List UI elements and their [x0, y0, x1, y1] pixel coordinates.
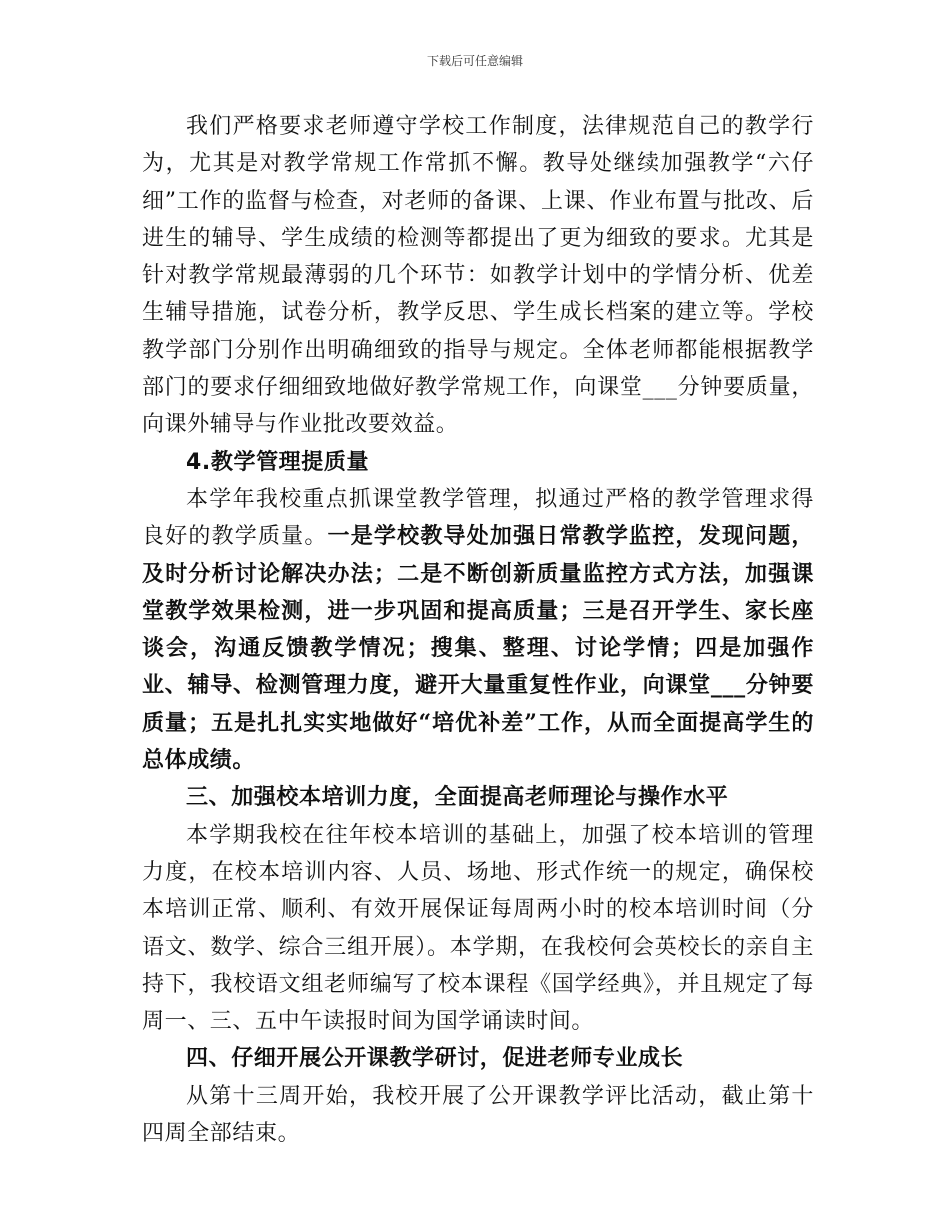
paragraph-school-training: 本学期我校在往年校本培训的基础上，加强了校本培训的管理力度，在校本培训内容、人员、场地、形式作统一的规定，确保校本培训正常、顺利、有效开展保证每周两小时的校本培训时间（分语文、数学、综合三组开展）。本学期，在我校何会英校长的亲自主持下，我校语文组老师编写了校本课程《国学经典》，并且规定了每周一、三、五中午读报时间为国学诵读时间。 [142, 822, 814, 1035]
document-body [142, 108, 814, 1152]
paragraph-bold-measures: 一是学校教导处加强日常教学监控，发现问题，及时分析讨论解决办法；二是不断创新质量监控方式方法，加强课堂教学效果检测，进一步巩固和提高质量；三是召开学生、家长座谈会，沟通反馈教学情况；搜集、整理、讨论学情；四是加强作业、辅导、检测管理力度，避开大量重复性作业，向课堂___分钟要质量；五是扎扎实实地做好“培优补差”工作，从而全面提高学生的总体成绩。 [142, 523, 814, 774]
paragraph-open-lessons: 从第十三周开始，我校开展了公开课教学评比活动，截止第十四周全部结束。 [142, 1083, 814, 1147]
heading-teaching-management: 4.教学管理提质量 [186, 449, 370, 475]
paragraph-intro-text: 本学年我校重点抓课堂教学管理，拟通过严格的教学管理求得良好的教学质量。 [142, 486, 814, 550]
paragraph-teaching-management [142, 481, 814, 779]
heading-school-training: 三、加强校本培训力度，全面提高老师理论与操作水平 [186, 785, 729, 811]
heading-open-lessons: 四、仔细开展公开课教学研讨，促进老师专业成长 [186, 1046, 684, 1072]
paragraph-teaching-routine: 我们严格要求老师遵守学校工作制度，法律规范自己的教学行为，尤其是对教学常规工作常抓不懈。教导处继续加强教学“六仔细”工作的监督与检查，对老师的备课、上课、作业布置与批改、后进生的辅导、学生成绩的检测等都提出了更为细致的要求。尤其是针对教学常规最薄弱的几个环节：如教学计划中的学情分析、优差生辅导措施，试卷分析，教学反思、学生成长档案的建立等。学校教学部门分别作出明确细致的指导与规定。全体老师都能根据教学部门的要求仔细细致地做好教学常规工作，向课堂___分钟要质量，向课外辅导与作业批改要效益。 [142, 114, 814, 438]
page-header: 下载后可任意编辑 [426, 54, 523, 68]
